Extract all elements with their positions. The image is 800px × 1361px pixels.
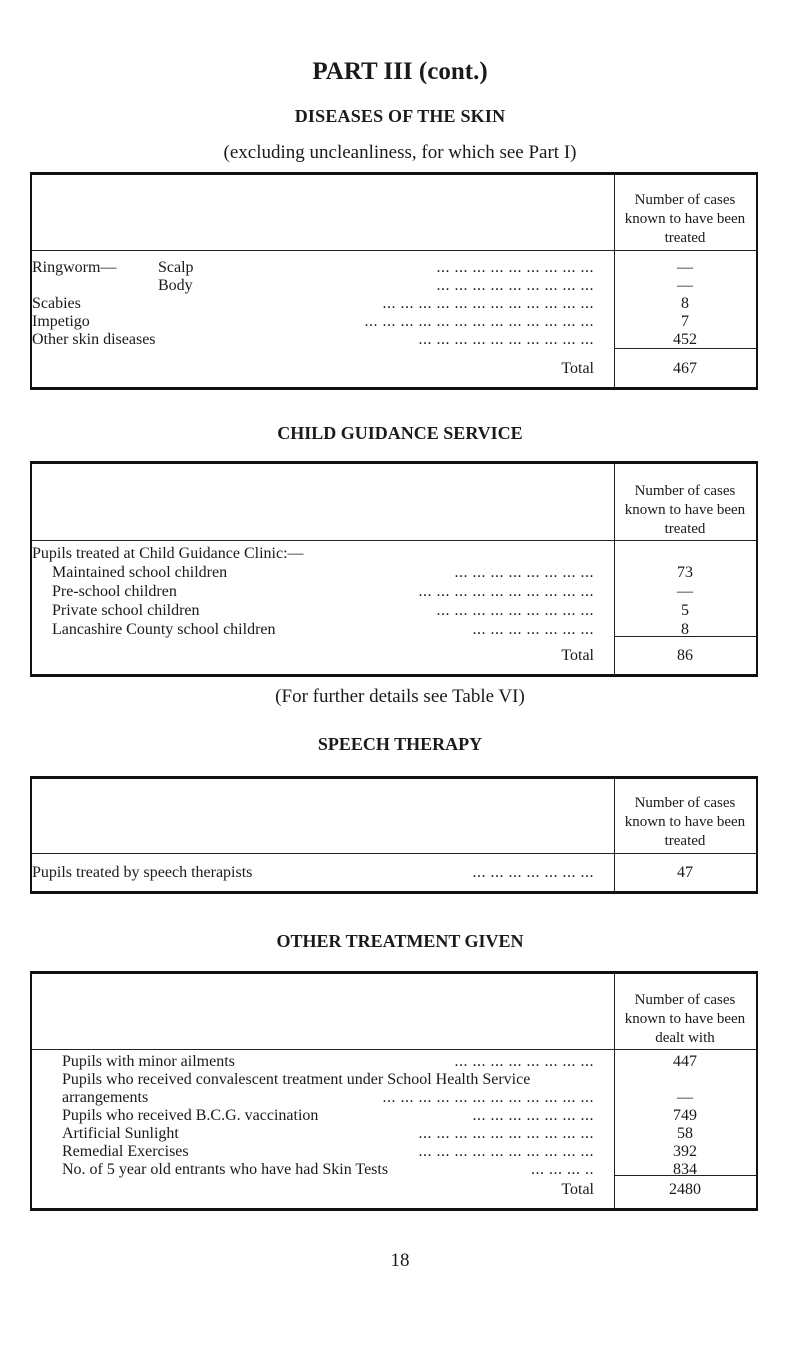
page-number: 18 [390, 1250, 410, 1271]
row-label: Scabies [32, 295, 81, 312]
table-row: Lancashire County school children ... ... ... ... ... ... ... 8 [32, 621, 756, 639]
other-treatment-table [30, 971, 758, 1211]
child-guidance-title: CHILD GUIDANCE SERVICE [277, 423, 523, 443]
row-label: Pupils treated at Child Guidance Clinic:— [32, 545, 304, 562]
row-label: Artificial Sunlight [62, 1125, 179, 1142]
row-label: Remedial Exercises [62, 1143, 189, 1160]
table-row [32, 545, 756, 563]
header-rule [32, 540, 756, 541]
total-value: 86 [677, 647, 693, 664]
row-label: Pupils who received convalescent treatment under School Health Service [62, 1071, 531, 1088]
row-value: — [677, 583, 693, 600]
table-row: Pupils who received B.C.G. vaccination ... ... ... ... ... ... ... 749 [32, 1107, 756, 1125]
row-label: Pupils with minor ailments [62, 1053, 235, 1070]
table-row: Pre-school children ... ... ... ... ... ... ... ... ... ... — [32, 583, 756, 601]
row-label: Maintained school children [52, 564, 228, 581]
total-label: Total [561, 360, 594, 377]
total-rule [614, 1175, 756, 1176]
page-title: PART III (cont.) [312, 58, 488, 85]
table-row: Other skin diseases ... ... ... ... ... ... ... ... ... ... 452 [32, 331, 756, 349]
total-value: 467 [673, 360, 697, 377]
row-label: Pupils who received B.C.G. vaccination [62, 1107, 319, 1124]
row-value: 392 [673, 1143, 697, 1160]
row-value: — [677, 277, 693, 294]
table-row [32, 1071, 756, 1089]
row-label: Ringworm— [32, 259, 117, 276]
table-row: arrangements ... ... ... ... ... ... ... ... ... ... ... ... — [32, 1089, 756, 1107]
table-row: No. of 5 year old entrants who have had Skin Tests ... ... ... .. 834 [32, 1161, 756, 1179]
table-row: Scabies ... ... ... ... ... ... ... ... ... ... ... ... 8 [32, 295, 756, 313]
total-rule [614, 636, 756, 637]
row-label: arrangements [62, 1089, 149, 1106]
row-label: Pupils treated by speech therapists [32, 864, 253, 881]
row-label: Pre-school children [52, 583, 177, 600]
table-row: Private school children ... ... ... ... ... ... ... ... ... 5 [32, 602, 756, 620]
skin-section-subtitle: (excluding uncleanliness, for which see Part I) [223, 142, 577, 163]
column-header: Number of cases known to have been treated [624, 483, 746, 537]
row-value: 58 [677, 1125, 693, 1142]
row-label: Impetigo [32, 313, 90, 330]
header-rule [32, 853, 756, 854]
row-value: 834 [673, 1161, 697, 1178]
total-label: Total [561, 647, 594, 664]
table-row: Maintained school children ... ... ... ... ... ... ... ... 73 [32, 564, 756, 582]
row-value: 452 [673, 331, 697, 348]
total-rule [614, 348, 756, 349]
speech-therapy-title: SPEECH THERAPY [317, 734, 483, 754]
row-sublabel: Scalp [158, 259, 194, 276]
header-rule [32, 1049, 756, 1050]
row-value: — [677, 259, 693, 276]
speech-therapy-table [30, 776, 758, 894]
table-row: Artificial Sunlight ... ... ... ... ... ... ... ... ... ... 58 [32, 1125, 756, 1143]
row-value: 447 [673, 1053, 697, 1070]
total-label: Total [561, 1181, 594, 1198]
row-value: 7 [681, 313, 689, 330]
row-value: — [677, 1089, 693, 1106]
table-row: Remedial Exercises ... ... ... ... ... ... ... ... ... ... 392 [32, 1143, 756, 1161]
row-label: Lancashire County school children [52, 621, 276, 638]
table-row: Ringworm— Scalp ... ... ... ... ... ... ... ... ... — [32, 259, 756, 277]
row-value: 749 [673, 1107, 697, 1124]
column-header: Number of cases known to have been treated [624, 795, 746, 849]
table-row: Pupils with minor ailments ... ... ... ... ... ... ... ... 447 [32, 1053, 756, 1071]
table-row: Body ... ... ... ... ... ... ... ... ... — [32, 277, 756, 295]
table-row: Pupils treated by speech therapists ... ... ... ... ... ... ... 47 [32, 864, 756, 882]
row-value: 47 [677, 864, 693, 881]
row-label: No. of 5 year old entrants who have had Skin Tests [62, 1161, 389, 1178]
total-value: 2480 [669, 1181, 701, 1198]
row-label: Other skin diseases [32, 331, 156, 348]
row-sublabel: Body [158, 277, 193, 294]
row-value: 73 [677, 564, 693, 581]
child-guidance-table [30, 461, 758, 677]
further-details-note: (For further details see Table VI) [275, 686, 525, 707]
skin-section-title: DISEASES OF THE SKIN [294, 106, 506, 126]
row-value: 8 [681, 295, 689, 312]
row-value: 5 [681, 602, 689, 619]
column-header: Number of cases known to have been dealt with [624, 992, 746, 1046]
table-row: Impetigo ... ... ... ... ... ... ... ... ... ... ... ... ... 7 [32, 313, 756, 331]
row-label: Private school children [52, 602, 200, 619]
skin-diseases-table [30, 172, 758, 390]
header-rule [32, 250, 756, 251]
other-treatment-title: OTHER TREATMENT GIVEN [276, 931, 524, 951]
column-header: Number of cases known to have been treated [624, 192, 746, 246]
row-value: 8 [681, 621, 689, 638]
